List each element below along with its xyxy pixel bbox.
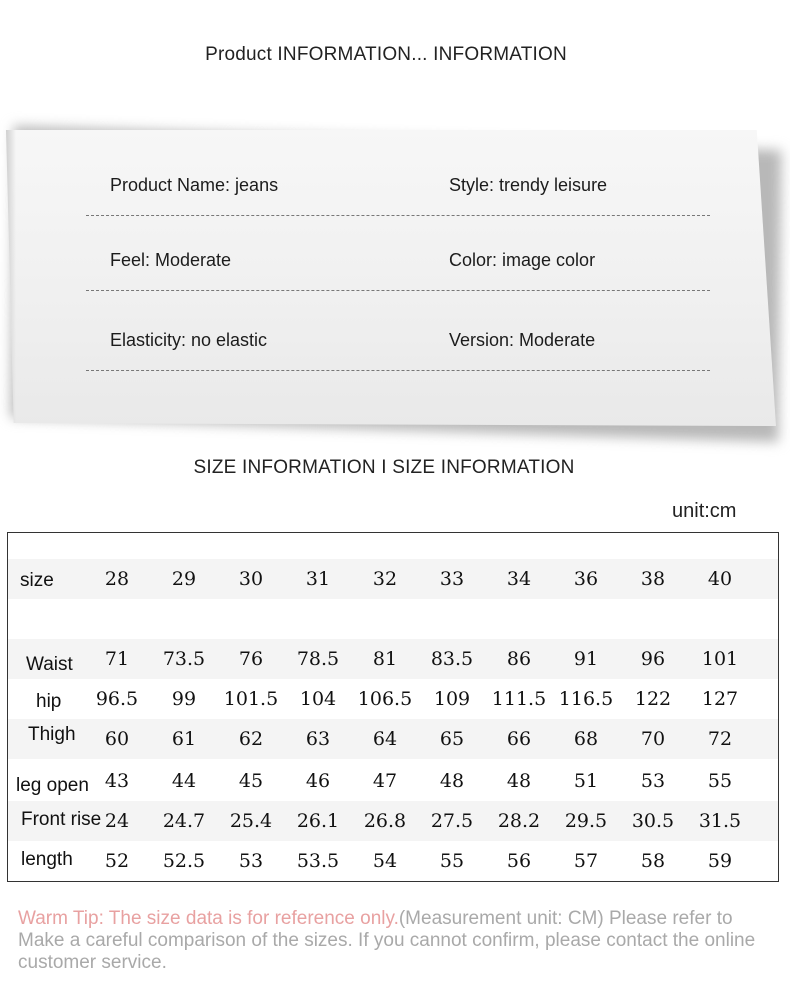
measurement-value: 31.5 (698, 810, 742, 832)
row-label: Front rise (21, 809, 102, 830)
product-name-field: Product Name: jeans (110, 175, 279, 195)
measurement-value: 68 (573, 728, 599, 750)
spacer-row (8, 599, 778, 639)
size-value: 31 (305, 568, 331, 590)
measurement-value: 81 (372, 648, 398, 670)
measurement-value: 56 (506, 850, 532, 872)
measurement-value: 73.5 (162, 648, 206, 670)
measurement-value: 59 (707, 850, 733, 872)
measurement-value: 48 (506, 770, 532, 792)
measurement-value: 24 (104, 810, 130, 832)
measurement-value: 86 (506, 648, 532, 670)
measurement-row (8, 719, 778, 759)
color-field: Color: image color (449, 250, 596, 270)
measurement-value: 51 (573, 770, 599, 792)
measurement-value: 60 (104, 728, 130, 750)
measurement-row (8, 639, 778, 679)
product-info-row (86, 175, 710, 216)
size-value: 33 (439, 568, 465, 590)
row-label: length (21, 849, 73, 870)
measurement-value: 58 (640, 850, 666, 872)
measurement-value: 46 (305, 770, 331, 792)
measurement-value: 53 (238, 850, 264, 872)
measurement-value: 28.2 (497, 810, 541, 832)
measurement-value: 48 (439, 770, 465, 792)
measurement-value: 26.8 (363, 810, 407, 832)
measurement-value: 71 (104, 648, 130, 670)
measurement-value: 54 (372, 850, 398, 872)
row-label: Thigh (28, 724, 76, 745)
measurement-value: 30.5 (631, 810, 675, 832)
measurement-value: 109 (433, 688, 471, 710)
product-info-row (86, 330, 710, 371)
size-value: 29 (171, 568, 197, 590)
measurement-value: 44 (171, 770, 197, 792)
unit-label: unit:cm (672, 500, 737, 522)
measurement-value: 101.5 (223, 688, 279, 710)
measurement-value: 52.5 (162, 850, 206, 872)
measurement-value: 83.5 (430, 648, 474, 670)
size-value: 30 (238, 568, 264, 590)
measurement-row (8, 801, 778, 841)
measurement-value: 24.7 (162, 810, 206, 832)
row-label: leg open (16, 775, 89, 796)
measurement-value: 53 (640, 770, 666, 792)
measurement-value: 26.1 (296, 810, 340, 832)
measurement-value: 52 (104, 850, 130, 872)
measurement-value: 99 (171, 688, 197, 710)
row-label: Waist (26, 654, 73, 675)
size-table (7, 532, 779, 882)
measurement-value: 25.4 (229, 810, 273, 832)
size-value: 28 (104, 568, 130, 590)
elasticity-field: Elasticity: no elastic (110, 330, 268, 350)
measurement-value: 76 (238, 648, 264, 670)
measurement-value: 66 (506, 728, 532, 750)
size-value: 34 (506, 568, 532, 590)
measurement-value: 65 (439, 728, 465, 750)
measurement-value: 122 (634, 688, 672, 710)
measurement-value: 96.5 (95, 688, 139, 710)
feel-field: Feel: Moderate (110, 250, 232, 270)
product-info-row (86, 250, 710, 291)
measurement-row (8, 761, 778, 801)
measurement-value: 70 (640, 728, 666, 750)
version-field: Version: Moderate (449, 330, 596, 350)
measurement-value: 29.5 (564, 810, 608, 832)
measurement-value: 53.5 (296, 850, 340, 872)
measurement-value: 104 (299, 688, 337, 710)
warm-tip (18, 908, 778, 974)
style-field: Style: trendy leisure (449, 175, 608, 195)
measurement-value: 64 (372, 728, 398, 750)
measurement-value: 116.5 (558, 688, 614, 710)
size-value: 38 (640, 568, 666, 590)
measurement-value: 47 (372, 770, 398, 792)
measurement-value: 127 (701, 688, 739, 710)
measurement-value: 91 (573, 648, 599, 670)
measurement-value: 72 (707, 728, 733, 750)
measurement-value: 106.5 (357, 688, 413, 710)
size-info-title: SIZE INFORMATION I SIZE INFORMATION (193, 457, 575, 478)
measurement-value: 78.5 (296, 648, 340, 670)
measurement-value: 61 (171, 728, 197, 750)
measurement-value: 62 (238, 728, 264, 750)
measurement-value: 45 (238, 770, 264, 792)
warm-tip-warning: Warm Tip: The size data is for reference only. (18, 908, 399, 929)
measurement-value: 96 (640, 648, 666, 670)
row-label: hip (36, 691, 62, 712)
measurement-value: 57 (573, 850, 599, 872)
product-info-title: Product INFORMATION... INFORMATION (205, 44, 567, 65)
warm-tip-text: (Measurement unit: CM) Please refer to Make a careful comparison of the sizes. If you cannot confirm, please contact the online customer service. (18, 908, 756, 973)
row-label: size (20, 570, 54, 591)
measurement-value: 55 (439, 850, 465, 872)
measurement-value: 101 (701, 648, 739, 670)
size-header-row (8, 559, 778, 599)
measurement-value: 27.5 (430, 810, 474, 832)
measurement-value: 63 (305, 728, 331, 750)
size-value: 36 (573, 568, 599, 590)
measurement-row (8, 679, 778, 719)
measurement-value: 111.5 (491, 688, 547, 710)
measurement-row (8, 841, 778, 881)
size-value: 32 (372, 568, 398, 590)
measurement-value: 43 (104, 770, 130, 792)
measurement-value: 55 (707, 770, 733, 792)
size-value: 40 (707, 568, 733, 590)
